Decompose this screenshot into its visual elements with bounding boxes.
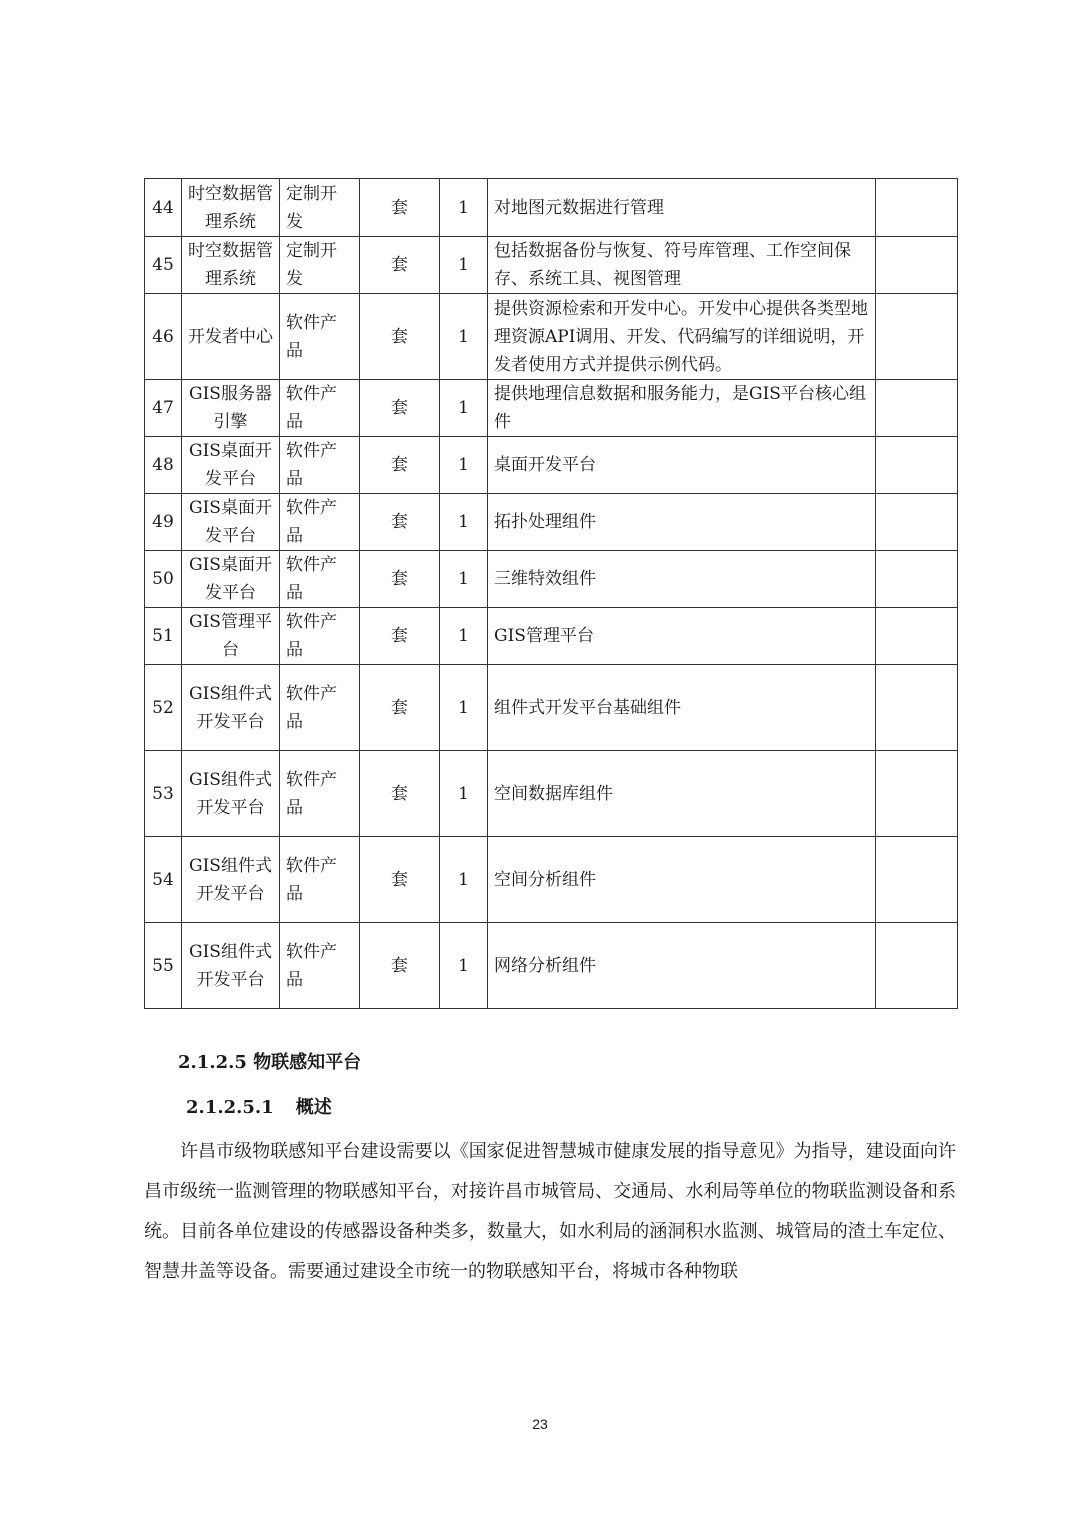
item-name: GIS桌面开发平台 (182, 494, 280, 551)
item-unit: 套 (360, 380, 440, 437)
item-name: GIS组件式开发平台 (182, 923, 280, 1009)
item-note (876, 551, 958, 608)
item-note (876, 608, 958, 665)
item-note (876, 380, 958, 437)
row-number: 50 (145, 551, 182, 608)
item-type: 软件产品 (280, 551, 360, 608)
table-row (145, 437, 958, 494)
table-row (145, 751, 958, 837)
item-note (876, 494, 958, 551)
section-heading-title: 物联感知平台 (253, 1052, 362, 1073)
item-unit: 套 (360, 294, 440, 380)
item-note (876, 237, 958, 294)
item-unit: 套 (360, 237, 440, 294)
section-heading (178, 1048, 361, 1074)
item-name: GIS组件式开发平台 (182, 837, 280, 923)
row-number: 49 (145, 494, 182, 551)
item-unit: 套 (360, 437, 440, 494)
item-note (876, 923, 958, 1009)
item-type: 软件产品 (280, 837, 360, 923)
table-row (145, 380, 958, 437)
item-quantity: 1 (440, 237, 488, 294)
item-unit: 套 (360, 551, 440, 608)
item-name: GIS组件式开发平台 (182, 751, 280, 837)
item-note (876, 437, 958, 494)
row-number: 44 (145, 179, 182, 237)
item-quantity: 1 (440, 437, 488, 494)
row-number: 53 (145, 751, 182, 837)
item-quantity: 1 (440, 294, 488, 380)
item-note (876, 751, 958, 837)
item-description: 对地图元数据进行管理 (488, 179, 876, 237)
section-heading-number: 2.1.2.5 (178, 1052, 247, 1073)
item-type: 软件产品 (280, 751, 360, 837)
row-number: 46 (145, 294, 182, 380)
item-unit: 套 (360, 179, 440, 237)
item-description: GIS管理平台 (488, 608, 876, 665)
item-type: 软件产品 (280, 608, 360, 665)
equipment-table-body (145, 179, 958, 1009)
item-description: 三维特效组件 (488, 551, 876, 608)
item-note (876, 665, 958, 751)
equipment-table (144, 178, 958, 1009)
row-number: 55 (145, 923, 182, 1009)
item-description: 提供资源检索和开发中心。开发中心提供各类型地理资源API调用、开发、代码编写的详细说明，开发者使用方式并提供示例代码。 (488, 294, 876, 380)
item-type: 软件产品 (280, 494, 360, 551)
item-type: 软件产品 (280, 294, 360, 380)
item-quantity: 1 (440, 179, 488, 237)
item-note (876, 179, 958, 237)
row-number: 45 (145, 237, 182, 294)
table-row (145, 551, 958, 608)
table-row (145, 837, 958, 923)
item-description: 空间数据库组件 (488, 751, 876, 837)
item-name: 开发者中心 (182, 294, 280, 380)
table-row (145, 179, 958, 237)
item-quantity: 1 (440, 494, 488, 551)
table-row (145, 923, 958, 1009)
subsection-heading-number: 2.1.2.5.1 (186, 1097, 274, 1118)
table-row (145, 294, 958, 380)
item-type: 软件产品 (280, 437, 360, 494)
row-number: 51 (145, 608, 182, 665)
item-type: 软件产品 (280, 665, 360, 751)
item-note (876, 837, 958, 923)
item-quantity: 1 (440, 608, 488, 665)
item-name: 时空数据管理系统 (182, 179, 280, 237)
item-quantity: 1 (440, 751, 488, 837)
item-name: GIS组件式开发平台 (182, 665, 280, 751)
page-number: 23 (532, 1416, 548, 1432)
item-type: 定制开发 (280, 179, 360, 237)
table-row (145, 494, 958, 551)
subsection-heading (186, 1093, 332, 1119)
item-quantity: 1 (440, 551, 488, 608)
item-note (876, 294, 958, 380)
subsection-heading-title: 概述 (295, 1097, 332, 1118)
item-unit: 套 (360, 837, 440, 923)
item-description: 包括数据备份与恢复、符号库管理、工作空间保存、系统工具、视图管理 (488, 237, 876, 294)
item-unit: 套 (360, 923, 440, 1009)
item-description: 网络分析组件 (488, 923, 876, 1009)
item-quantity: 1 (440, 923, 488, 1009)
item-unit: 套 (360, 494, 440, 551)
item-description: 桌面开发平台 (488, 437, 876, 494)
row-number: 48 (145, 437, 182, 494)
item-name: GIS桌面开发平台 (182, 551, 280, 608)
item-name: 时空数据管理系统 (182, 237, 280, 294)
item-description: 提供地理信息数据和服务能力，是GIS平台核心组件 (488, 380, 876, 437)
item-description: 空间分析组件 (488, 837, 876, 923)
item-quantity: 1 (440, 380, 488, 437)
table-row (145, 665, 958, 751)
row-number: 47 (145, 380, 182, 437)
row-number: 54 (145, 837, 182, 923)
item-unit: 套 (360, 608, 440, 665)
item-type: 软件产品 (280, 923, 360, 1009)
item-name: GIS管理平台 (182, 608, 280, 665)
item-type: 定制开发 (280, 237, 360, 294)
overview-paragraph: 许昌市级物联感知平台建设需要以《国家促进智慧城市健康发展的指导意见》为指导，建设面向许昌市级统一监测管理的物联感知平台，对接许昌市城管局、交通局、水利局等单位的物联监测设备和系统。目前各单位建设的传感器设备种类多，数量大，如水利局的涵洞积水监测、城管局的渣土车定位、智慧井盖等设备。需要通过建设全市统一的物联感知平台，将城市各种物联 (144, 1141, 956, 1282)
table-row (145, 237, 958, 294)
item-type: 软件产品 (280, 380, 360, 437)
item-description: 组件式开发平台基础组件 (488, 665, 876, 751)
item-quantity: 1 (440, 665, 488, 751)
item-quantity: 1 (440, 837, 488, 923)
item-description: 拓扑处理组件 (488, 494, 876, 551)
item-name: GIS服务器引擎 (182, 380, 280, 437)
item-unit: 套 (360, 665, 440, 751)
table-row (145, 608, 958, 665)
item-name: GIS桌面开发平台 (182, 437, 280, 494)
item-unit: 套 (360, 751, 440, 837)
row-number: 52 (145, 665, 182, 751)
